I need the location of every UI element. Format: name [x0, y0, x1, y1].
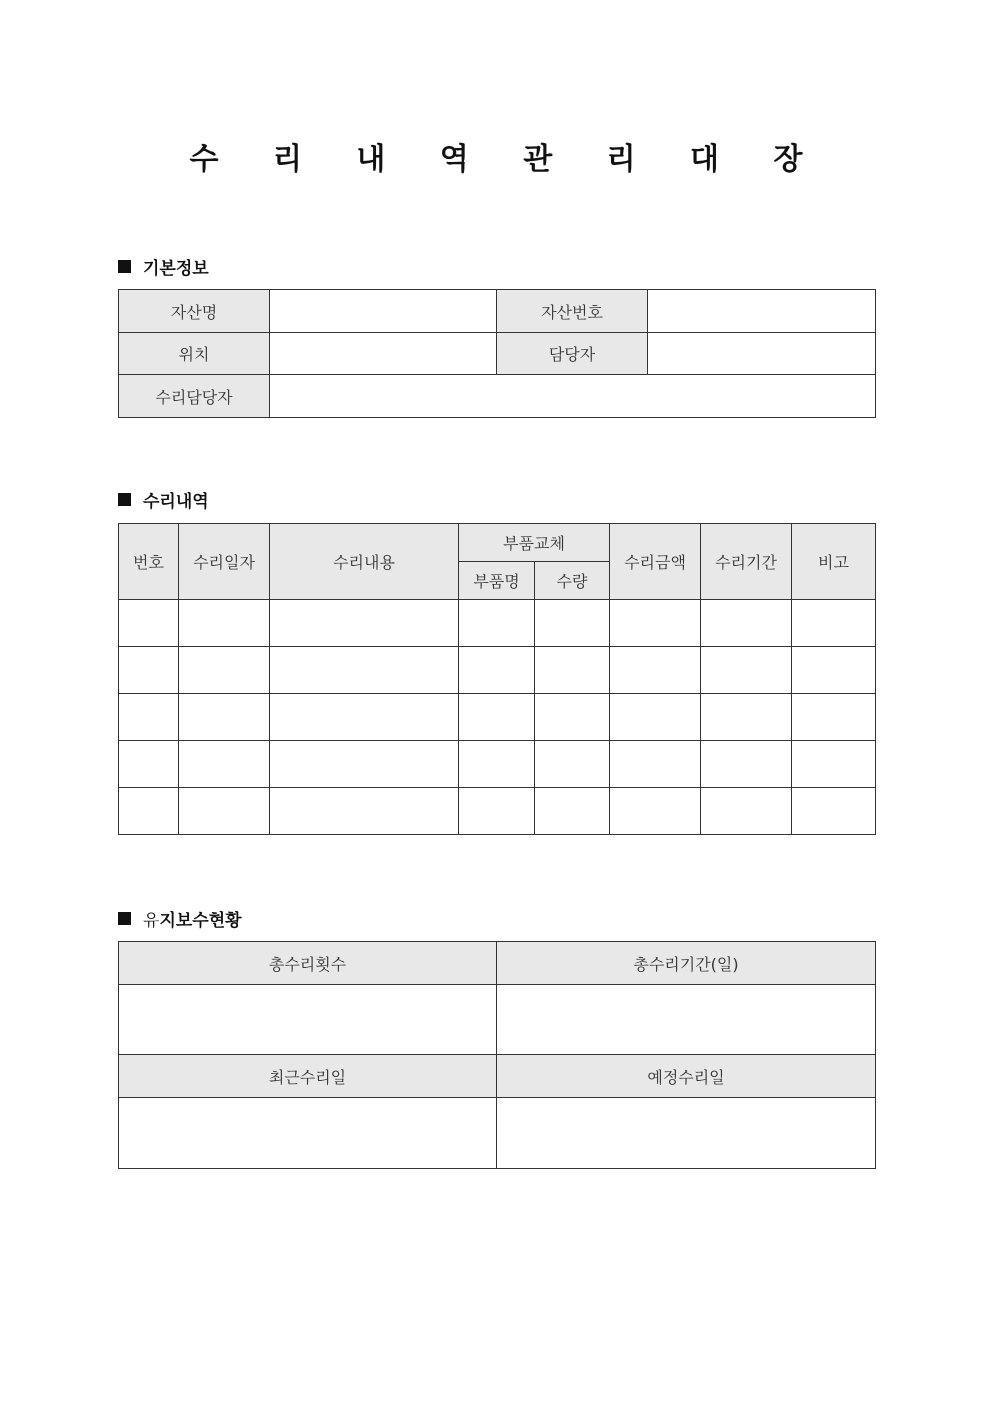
- cell-quantity[interactable]: [535, 647, 610, 694]
- basic-info-table: [118, 289, 876, 418]
- cell-remarks[interactable]: [792, 694, 876, 741]
- cell-amount[interactable]: [610, 600, 701, 647]
- table-row: [119, 1098, 876, 1169]
- table-row: [119, 600, 876, 647]
- cell-date[interactable]: [179, 600, 270, 647]
- manager-label: 담당자: [497, 333, 648, 375]
- recent-date-field[interactable]: [119, 1098, 497, 1169]
- cell-part-name[interactable]: [459, 647, 535, 694]
- table-row: [119, 788, 876, 835]
- cell-date[interactable]: [179, 694, 270, 741]
- page-title: 수 리 내 역 관 리 대 장: [189, 142, 825, 177]
- cell-quantity[interactable]: [535, 600, 610, 647]
- asset-number-label: 자산번호: [497, 290, 648, 333]
- cell-part-name[interactable]: [459, 600, 535, 647]
- basic-info-heading-text: 기본정보: [143, 259, 209, 279]
- cell-period[interactable]: [701, 600, 792, 647]
- col-header-content: 수리내용: [270, 524, 459, 600]
- table-row: [119, 647, 876, 694]
- repair-manager-label: 수리담당자: [119, 375, 270, 418]
- cell-period[interactable]: [701, 788, 792, 835]
- header-row: [119, 1055, 876, 1098]
- cell-content[interactable]: [270, 741, 459, 788]
- cell-amount[interactable]: [610, 788, 701, 835]
- cell-date[interactable]: [179, 788, 270, 835]
- table-row: [119, 694, 876, 741]
- cell-no[interactable]: [119, 788, 179, 835]
- table-row: [119, 290, 876, 333]
- cell-no[interactable]: [119, 694, 179, 741]
- cell-period[interactable]: [701, 694, 792, 741]
- table-row: [119, 741, 876, 788]
- square-bullet-icon: [118, 260, 131, 273]
- location-field[interactable]: [270, 333, 497, 375]
- cell-period[interactable]: [701, 741, 792, 788]
- col-header-remarks: 비고: [792, 524, 876, 600]
- cell-amount[interactable]: [610, 647, 701, 694]
- table-row: [119, 985, 876, 1055]
- repair-history-table: [118, 523, 876, 835]
- cell-quantity[interactable]: [535, 788, 610, 835]
- total-count-label: 총수리횟수: [119, 942, 497, 985]
- planned-date-field[interactable]: [497, 1098, 876, 1169]
- asset-number-field[interactable]: [648, 290, 876, 333]
- header-row: [119, 524, 876, 562]
- cell-date[interactable]: [179, 647, 270, 694]
- total-period-field[interactable]: [497, 985, 876, 1055]
- cell-part-name[interactable]: [459, 694, 535, 741]
- manager-field[interactable]: [648, 333, 876, 375]
- repair-history-heading-text: 수리내역: [143, 492, 209, 512]
- cell-remarks[interactable]: [792, 600, 876, 647]
- maintenance-status-table: [118, 941, 876, 1169]
- cell-remarks[interactable]: [792, 741, 876, 788]
- total-count-field[interactable]: [119, 985, 497, 1055]
- maintenance-heading-prefix: 유: [143, 911, 160, 931]
- square-bullet-icon: [118, 912, 131, 925]
- total-period-label: 총수리기간(일): [497, 942, 876, 985]
- cell-content[interactable]: [270, 647, 459, 694]
- basic-info-heading: [118, 254, 209, 279]
- planned-date-label: 예정수리일: [497, 1055, 876, 1098]
- col-header-no: 번호: [119, 524, 179, 600]
- col-header-date: 수리일자: [179, 524, 270, 600]
- asset-name-field[interactable]: [270, 290, 497, 333]
- cell-no[interactable]: [119, 741, 179, 788]
- repair-manager-field[interactable]: [270, 375, 876, 418]
- cell-remarks[interactable]: [792, 788, 876, 835]
- cell-period[interactable]: [701, 647, 792, 694]
- table-row: [119, 375, 876, 418]
- maintenance-heading-text: 지보수현황: [159, 911, 242, 931]
- cell-quantity[interactable]: [535, 694, 610, 741]
- cell-no[interactable]: [119, 600, 179, 647]
- maintenance-status-heading: [118, 906, 242, 931]
- recent-date-label: 최근수리일: [119, 1055, 497, 1098]
- cell-date[interactable]: [179, 741, 270, 788]
- asset-name-label: 자산명: [119, 290, 270, 333]
- cell-content[interactable]: [270, 694, 459, 741]
- cell-content[interactable]: [270, 600, 459, 647]
- cell-quantity[interactable]: [535, 741, 610, 788]
- cell-part-name[interactable]: [459, 788, 535, 835]
- cell-amount[interactable]: [610, 694, 701, 741]
- cell-amount[interactable]: [610, 741, 701, 788]
- repair-history-heading: [118, 487, 209, 512]
- cell-no[interactable]: [119, 647, 179, 694]
- cell-part-name[interactable]: [459, 741, 535, 788]
- col-header-part-name: 부품명: [459, 562, 535, 600]
- col-header-quantity: 수량: [535, 562, 610, 600]
- col-header-amount: 수리금액: [610, 524, 701, 600]
- cell-remarks[interactable]: [792, 647, 876, 694]
- location-label: 위치: [119, 333, 270, 375]
- header-row: [119, 942, 876, 985]
- square-bullet-icon: [118, 493, 131, 506]
- col-header-period: 수리기간: [701, 524, 792, 600]
- col-header-parts: 부품교체: [459, 524, 610, 562]
- table-row: [119, 333, 876, 375]
- cell-content[interactable]: [270, 788, 459, 835]
